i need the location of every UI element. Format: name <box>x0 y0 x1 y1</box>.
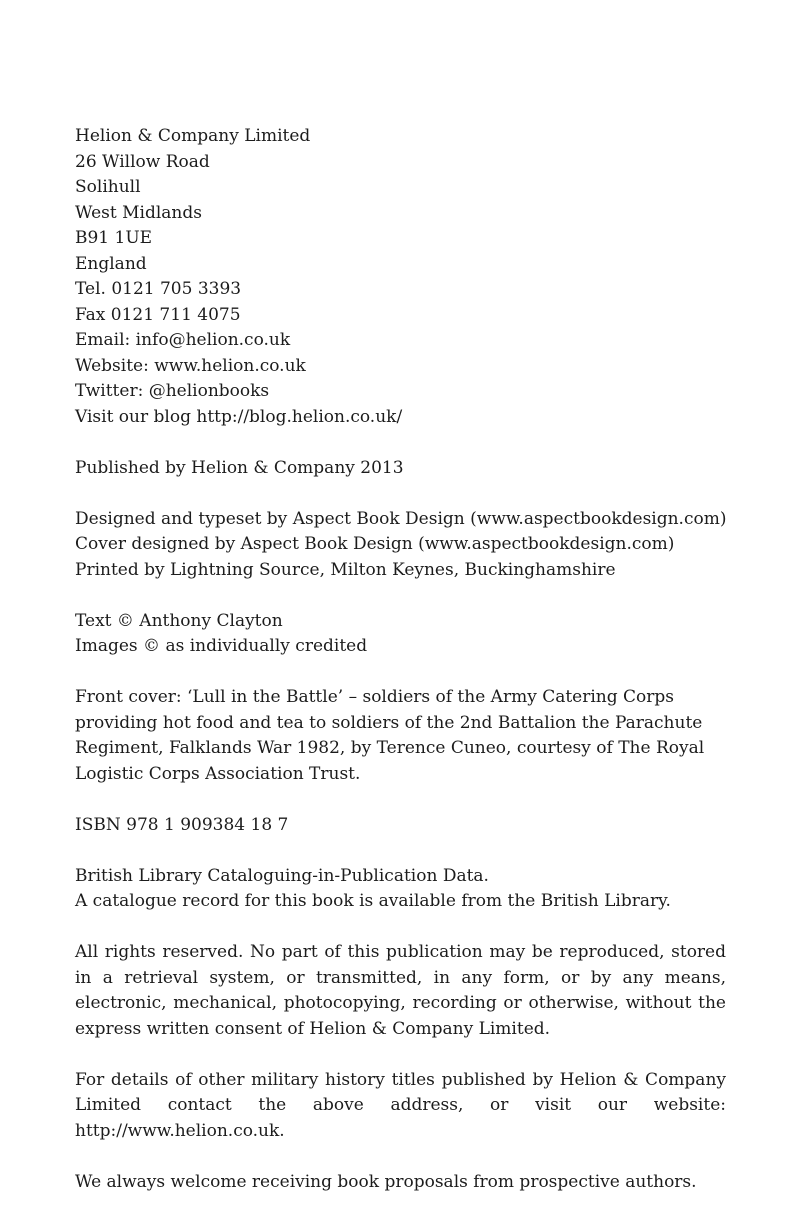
cip-line: A catalogue record for this book is available from the British Library. <box>75 891 671 911</box>
published-by <box>75 456 726 482</box>
isbn <box>75 813 726 839</box>
cover-credit: Cover designed by Aspect Book Design (www.aspectbookdesign.com) <box>75 534 675 554</box>
cip-line: British Library Cataloguing-in-Publication Data. <box>75 865 489 886</box>
telephone-line: Tel. 0121 705 3393 <box>75 279 242 299</box>
address-line: West Midlands <box>75 202 202 223</box>
proposals-text: We always welcome receiving book proposals from prospective authors. <box>75 1171 697 1192</box>
text-copyright: Text © Anthony Clayton <box>75 610 283 631</box>
details-statement <box>75 1068 726 1145</box>
website-line: Website: www.helion.co.uk <box>75 355 306 376</box>
rights-statement <box>75 940 726 1042</box>
copyright-notice <box>75 609 726 660</box>
cip-data <box>75 864 726 915</box>
address-line: 26 Willow Road <box>75 151 210 172</box>
twitter-line: Twitter: @helionbooks <box>75 381 270 401</box>
address-line: Helion & Company Limited <box>75 126 311 146</box>
imprint-page <box>75 124 726 1221</box>
address-line: B91 1UE <box>75 228 153 248</box>
production-credits <box>75 507 726 584</box>
images-copyright: Images © as individually credited <box>75 636 368 656</box>
design-credit: Designed and typeset by Aspect Book Design (www.aspectbookdesign.com) <box>75 508 727 529</box>
proposals-statement <box>75 1170 726 1196</box>
email-line: Email: info@helion.co.uk <box>75 330 291 350</box>
front-cover-credit <box>75 685 726 787</box>
isbn-text: ISBN 978 1 909384 18 7 <box>75 814 289 835</box>
address-line: England <box>75 253 147 274</box>
printer-credit: Printed by Lightning Source, Milton Keynes, Buckinghamshire <box>75 559 616 580</box>
details-text: For details of other military history titles published by Helion & Company Limited contact the above address, or visit our website: http://www.helion.co.uk. <box>75 1069 726 1141</box>
publisher-address <box>75 124 726 430</box>
fax-line: Fax 0121 711 4075 <box>75 304 241 325</box>
rights-text: All rights reserved. No part of this publication may be reproduced, stored in a retrieval system, or transmitted, in any form, or by any means, electronic, mechanical, photocopying, recording or otherwise, without the express written consent of Helion & Company Limited. <box>75 942 726 1039</box>
published-by-text: Published by Helion & Company 2013 <box>75 457 404 478</box>
front-cover-text: Front cover: ‘Lull in the Battle’ – soldiers of the Army Catering Corps providing hot food and tea to soldiers of the 2nd Battalion the Parachute Regiment, Falklands War 1982, by Terence Cuneo, courtesy of The Royal Logistic Corps Association Trust. <box>75 687 705 784</box>
blog-line: Visit our blog http://blog.helion.co.uk/ <box>75 406 403 427</box>
address-line: Solihull <box>75 177 141 197</box>
